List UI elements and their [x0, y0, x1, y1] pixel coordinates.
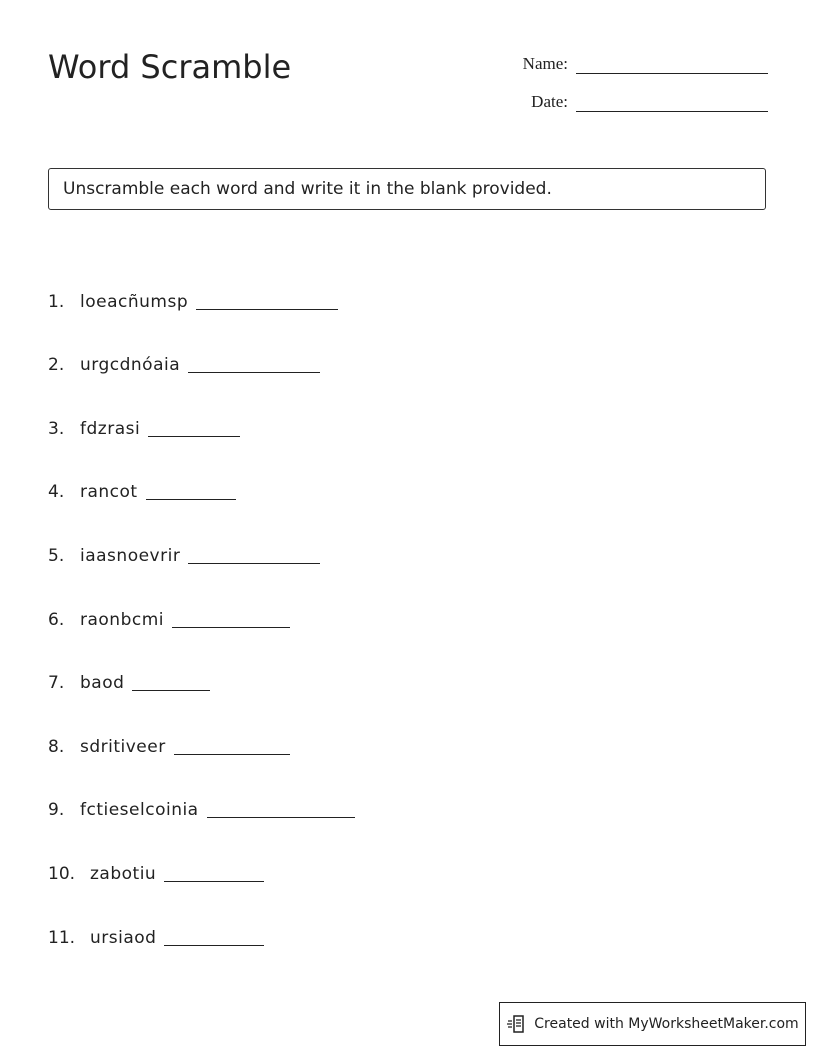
item-number: 8. — [48, 736, 65, 757]
scrambled-word: iaasnoevrir — [80, 545, 181, 566]
footer-badge[interactable] — [499, 1002, 806, 1046]
scrambled-word: ursiaod — [90, 927, 157, 948]
list-item — [48, 566, 355, 630]
list-item — [48, 248, 355, 312]
scrambled-word: urgcdnóaia — [80, 355, 181, 376]
scrambled-word: fdzrasi — [80, 418, 141, 439]
answer-blank[interactable] — [188, 371, 320, 373]
scrambled-word: baod — [80, 673, 125, 694]
page-title: Word Scramble — [48, 48, 292, 86]
answer-blank[interactable] — [174, 753, 290, 755]
item-number: 1. — [48, 291, 65, 312]
answer-blank[interactable] — [132, 689, 210, 691]
item-number: 11. — [48, 927, 76, 948]
item-number: 7. — [48, 673, 65, 694]
scrambled-word: loeacñumsp — [80, 291, 189, 312]
list-item — [48, 630, 355, 694]
item-number: 2. — [48, 355, 65, 376]
list-item — [48, 693, 355, 757]
item-number: 10. — [48, 863, 76, 884]
footer-text: Created with MyWorksheetMaker.com — [534, 1016, 799, 1032]
item-number: 9. — [48, 800, 65, 821]
scrambled-word: fctieselcoinia — [80, 800, 199, 821]
date-label: Date: — [531, 92, 568, 111]
list-item — [48, 757, 355, 821]
name-label: Name: — [522, 54, 568, 73]
answer-blank[interactable] — [172, 626, 290, 628]
scrambled-word: sdritiveer — [80, 736, 166, 757]
list-item — [48, 820, 355, 884]
instructions-box — [48, 168, 766, 210]
instructions-text: Unscramble each word and write it in the blank provided. — [63, 179, 552, 199]
answer-blank[interactable] — [146, 498, 236, 500]
answer-blank[interactable] — [164, 880, 264, 882]
list-item — [48, 312, 355, 376]
date-line[interactable] — [576, 93, 768, 112]
name-line[interactable] — [576, 55, 768, 74]
answer-blank[interactable] — [207, 816, 355, 818]
item-number: 4. — [48, 482, 65, 503]
answer-blank[interactable] — [196, 308, 338, 310]
item-number: 3. — [48, 418, 65, 439]
item-number: 5. — [48, 545, 65, 566]
list-item — [48, 439, 355, 503]
scrambled-word: zabotiu — [90, 863, 157, 884]
answer-blank[interactable] — [188, 562, 320, 564]
worksheet-maker-logo-icon — [506, 1013, 528, 1035]
answer-blank[interactable] — [164, 944, 264, 946]
list-item — [48, 502, 355, 566]
name-field — [523, 54, 768, 74]
word-list — [48, 248, 355, 948]
list-item — [48, 375, 355, 439]
answer-blank[interactable] — [148, 435, 240, 437]
item-number: 6. — [48, 609, 65, 630]
list-item — [48, 884, 355, 948]
date-field — [531, 92, 768, 112]
scrambled-word: raonbcmi — [80, 609, 165, 630]
scrambled-word: rancot — [80, 482, 138, 503]
